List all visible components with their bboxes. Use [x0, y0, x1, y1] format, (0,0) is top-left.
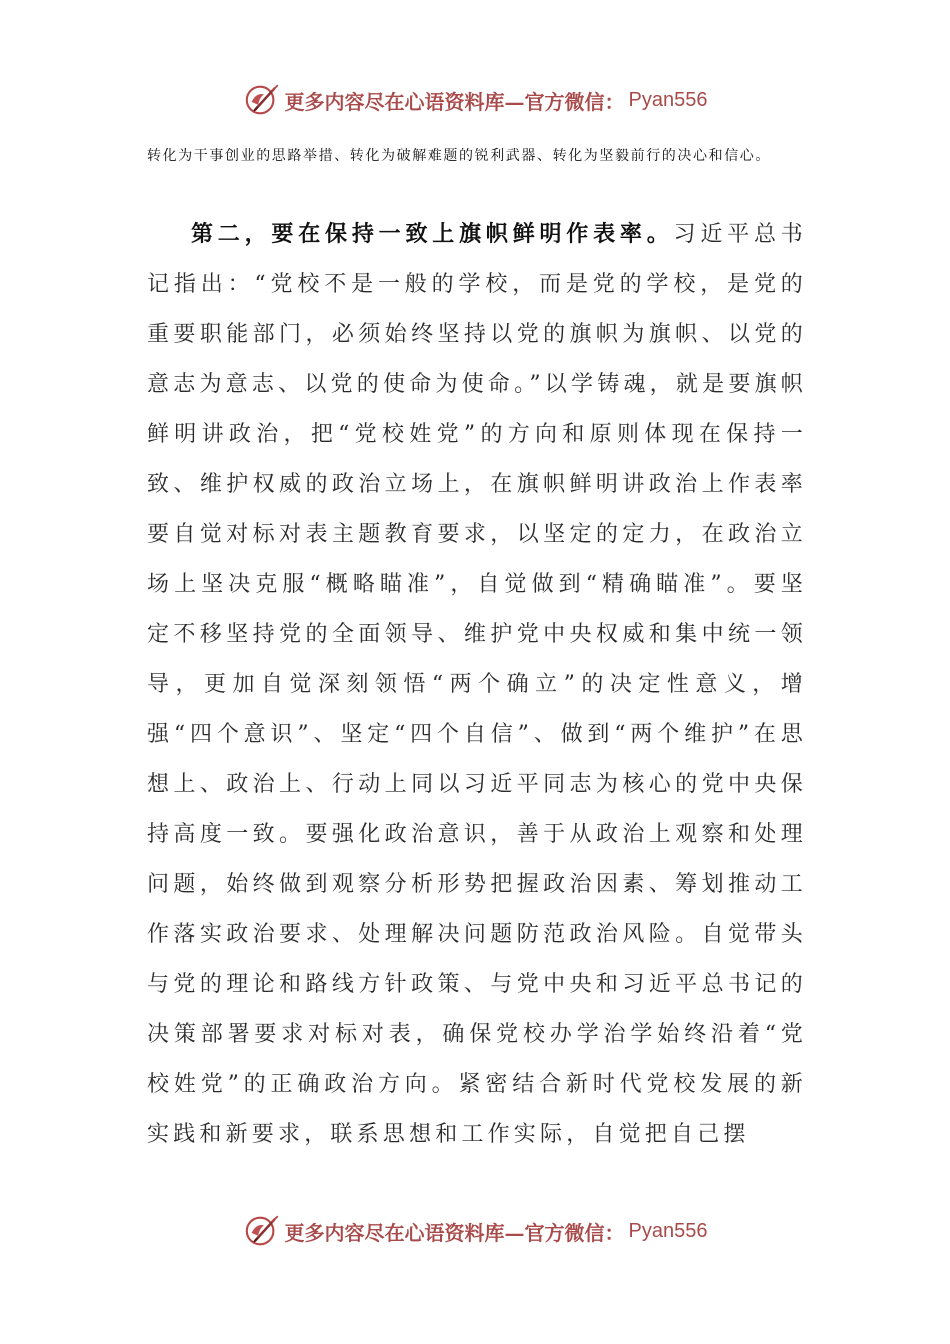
wechat-id: Pyan556 [628, 1219, 708, 1242]
pen-logo-icon [243, 1212, 281, 1250]
wechat-id: Pyan556 [628, 88, 708, 111]
section-body: 习近平总书记指出：“党校不是一般的学校，而是党的学校，是党的重要职能部门，必须始终坚持以党的旗帜为旗帜、以党的意志为意志、以党的使命为使命。”以学铸魂，就是要旗帜鲜明讲政治，把“党校姓党”的方向和原则体现在保持一致、维护权威的政治立场上，在旗帜鲜明讲政治上作表率要自觉对标对表主题教育要求，以坚定的定力，在政治立场上坚决克服“概略瞄准”，自觉做到“精确瞄准”。要坚定不移坚持党的全面领导、维护党中央权威和集中统一领导，更加自觉深刻领悟“两个确立”的决定性意义，增强“四个意识”、坚定“四个自信”、做到“两个维护”在思想上、政治上、行动上同以习近平同志为核心的党中央保持高度一致。要强化政治意识，善于从政治上观察和处理问题，始终做到观察分析形势把握政治因素、筹划推动工作落实政治要求、处理解决问题防范政治风险。自觉带头与党的理论和路线方针政策、与党中央和习近平总书记的决策部署要求对标对表，确保党校办学治学始终沿着“党校姓党”的正确政治方向。紧密结合新时代党校发展的新实践和新要求，联系思想和工作实际，自觉把自己摆 [147, 222, 807, 1147]
banner-text: 更多内容尽在心语资料库—官方微信： [284, 1220, 625, 1245]
section-paragraph [147, 210, 807, 1160]
section-heading: 第二，要在保持一致上旗帜鲜明作表率。 [191, 222, 674, 247]
pen-logo-icon [243, 81, 281, 119]
carryover-paragraph: 转化为干事创业的思路举措、转化为破解难题的锐利武器、转化为坚毅前行的决心和信心。 [147, 148, 771, 164]
header-banner [0, 80, 950, 120]
footer-banner [0, 1211, 950, 1251]
banner-text: 更多内容尽在心语资料库—官方微信： [284, 89, 625, 114]
